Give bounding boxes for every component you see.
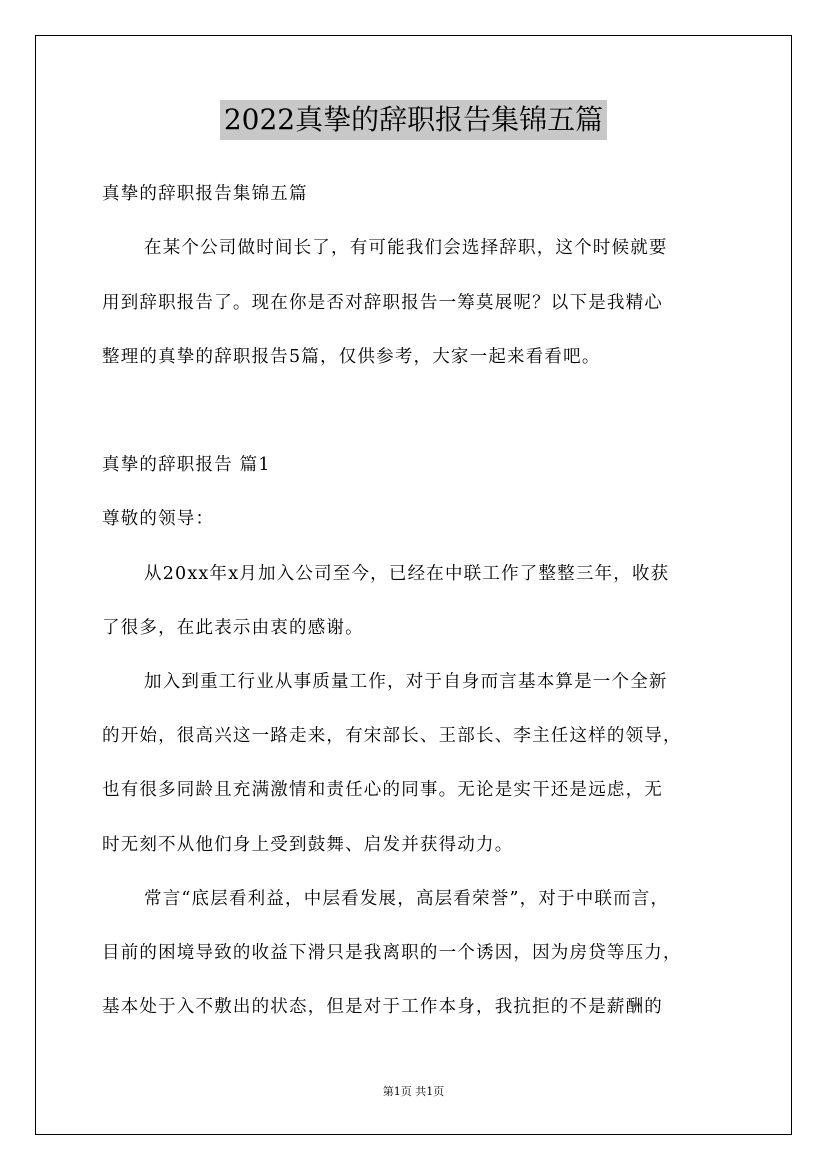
body-paragraph-line: 目前的困境导致的收益下滑只是我离职的一个诱因，因为房贷等压力， [102, 943, 682, 963]
body-paragraph-line: 从20xx年x月加入公司至今，已经在中联工作了整整三年，收获 [144, 564, 670, 584]
intro-paragraph-line: 用到辞职报告了。现在你是否对辞职报告一筹莫展呢？以下是我精心 [102, 293, 663, 313]
salutation: 尊敬的领导： [102, 509, 215, 529]
body-paragraph-line: 基本处于入不敷出的状态，但是对于工作本身，我抗拒的不是薪酬的 [102, 997, 663, 1017]
body-paragraph-line: 也有很多同龄且充满激情和责任心的同事。无论是实干还是远虑，无 [102, 780, 663, 800]
title-container [0, 100, 827, 140]
body-paragraph-line: 的开始，很高兴这一路走来，有宋部长、王部长、李主任这样的领导， [102, 726, 682, 746]
intro-paragraph-line: 整理的真挚的辞职报告5篇，仅供参考，大家一起来看看吧。 [102, 347, 601, 367]
body-paragraph-line: 了很多，在此表示由衷的感谢。 [102, 618, 364, 638]
section-heading: 真挚的辞职报告 篇1 [102, 455, 271, 475]
page-number: 第1页 共1页 [382, 1085, 445, 1098]
subtitle-line: 真挚的辞职报告集锦五篇 [102, 184, 308, 204]
body-paragraph-line: 加入到重工行业从事质量工作，对于自身而言基本算是一个全新 [144, 672, 668, 692]
body-paragraph-line: 常言“底层看利益，中层看发展，高层看荣誉”，对于中联而言， [144, 889, 670, 909]
body-paragraph-line: 时无刻不从他们身上受到鼓舞、启发并获得动力。 [102, 835, 514, 855]
intro-paragraph-line: 在某个公司做时间长了，有可能我们会选择辞职，这个时候就要 [144, 238, 668, 258]
document-title: 2022真挚的辞职报告集锦五篇 [220, 100, 607, 140]
